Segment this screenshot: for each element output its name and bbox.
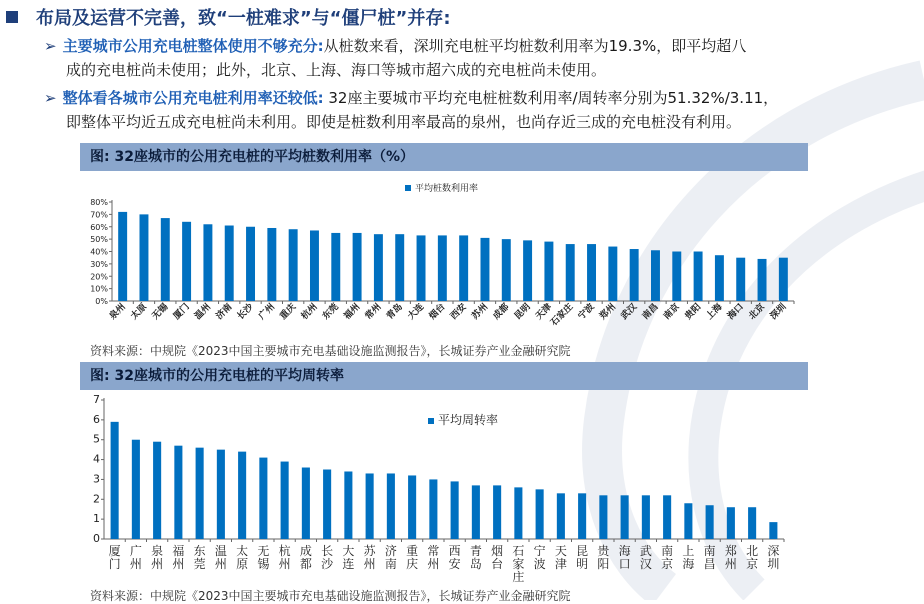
chart2-category-char: 南 xyxy=(384,557,397,571)
bullet-text: 从桩数来看，深圳充电桩平均桩数利用率为19.3%，即平均超八 xyxy=(323,37,747,55)
chart1-bar xyxy=(480,238,489,301)
chart1-bar xyxy=(523,240,532,301)
chart2-bar xyxy=(599,495,607,539)
chart2-category-char: 南 xyxy=(661,544,674,558)
chart2-bar xyxy=(111,422,119,539)
chart2-ytick-label: 0 xyxy=(93,532,100,545)
chart2-source: 资料来源：中规院《2023中国主要城市充电基础设施监测报告》，长城证券产业金融研究院 xyxy=(90,589,571,603)
chart2-category-label xyxy=(534,544,546,571)
chart1-category-label: 东莞 xyxy=(321,302,341,322)
chart2-category-char: 州 xyxy=(724,557,737,571)
chart1-category-label: 泉州 xyxy=(107,302,128,322)
chart1-category-label: 太原 xyxy=(129,302,150,322)
chart2-bar xyxy=(493,485,501,539)
chart2-bar xyxy=(132,440,140,539)
section-heading-text: 布局及运营不完善，致“一桩难求”与“僵尸桩”并存: xyxy=(36,8,451,29)
chart2-bar xyxy=(578,493,586,539)
bullet-lead: 整体看各城市公用充电桩利用率还较低: xyxy=(62,89,324,107)
chart2-category-char: 成 xyxy=(299,544,312,558)
chart1-category-label: 无锡 xyxy=(150,302,171,322)
chart1-category-label: 北京 xyxy=(747,302,768,322)
chart1-bar xyxy=(502,239,511,301)
chart1-category-label: 济南 xyxy=(214,302,235,322)
chart2-category-label xyxy=(512,544,524,584)
chart2-category-char: 石 xyxy=(512,544,525,558)
chart1-category-label: 武汉 xyxy=(619,302,640,322)
chart1-category-label: 贵阳 xyxy=(683,302,704,322)
chart1-category-label: 常州 xyxy=(363,302,384,322)
chart1-ytick-label: 80% xyxy=(90,198,108,207)
chart2-category-label xyxy=(364,544,377,571)
chart1-bar xyxy=(139,214,148,301)
chart1-source: 资料来源：中规院《2023中国主要城市充电基础设施监测报告》，长城证券产业金融研究院 xyxy=(90,344,571,358)
chart1-bar xyxy=(715,255,724,301)
bullet-continuation: 即整体平均近五成充电桩尚未利用。即使是桩数利用率最高的泉州，也尚存近三成的充电桩没有利用。 xyxy=(66,113,742,131)
chart2-category-char: 杭 xyxy=(278,544,291,558)
chart1-bar xyxy=(758,259,767,301)
chart2-category-char: 沙 xyxy=(321,557,334,571)
chart2-category-label xyxy=(640,543,652,571)
chart2-category-char: 济 xyxy=(384,544,397,558)
chart2-turnover-rate xyxy=(80,390,800,586)
chart1-category-label: 厦门 xyxy=(171,302,192,322)
chart2-bar xyxy=(196,448,204,539)
chart2-category-char: 连 xyxy=(342,557,355,571)
chart1-ytick-label: 60% xyxy=(90,222,108,232)
chart2-category-char: 深 xyxy=(767,544,780,558)
chart2-category-char: 海 xyxy=(618,544,631,558)
chart2-category-char: 青 xyxy=(469,544,482,558)
chart1-ytick-label: 20% xyxy=(90,272,108,282)
chart1-bar xyxy=(630,249,639,301)
chart2-bar xyxy=(642,495,650,539)
chart2-bar xyxy=(217,450,225,539)
chart2-bar xyxy=(663,495,671,539)
chart2-category-label xyxy=(151,544,163,571)
chart1-bar xyxy=(118,212,127,301)
chart1-bar xyxy=(353,233,362,301)
chart2-category-label xyxy=(236,543,248,571)
chart2-category-label xyxy=(257,544,269,571)
chart1-category-label: 深圳 xyxy=(768,302,789,322)
chart2-category-label xyxy=(619,544,631,571)
chart2-ytick-label: 1 xyxy=(93,512,100,526)
chart2-category-char: 重 xyxy=(406,544,419,558)
chart2-category-label xyxy=(342,543,354,571)
chart1-ytick-label: 50% xyxy=(90,235,108,245)
chart2-bar xyxy=(514,487,522,539)
chart2-bar xyxy=(387,473,395,539)
chart2-category-char: 州 xyxy=(151,557,164,571)
chart1-bar xyxy=(395,234,404,301)
chart2-category-char: 天 xyxy=(554,544,567,558)
chart1-category-label: 石家庄 xyxy=(549,302,576,329)
chart1-bar xyxy=(203,224,212,301)
chart2-category-label xyxy=(682,543,694,571)
chart1-bar xyxy=(694,252,703,302)
chart1-bar xyxy=(651,250,660,301)
chart2-category-char: 昆 xyxy=(576,544,589,558)
chart2-ytick-label: 6 xyxy=(93,412,100,426)
chart2-category-char: 口 xyxy=(618,557,631,571)
chart2-category-char: 常 xyxy=(427,544,440,558)
chart1-bar xyxy=(417,235,426,301)
chart2-category-char: 上 xyxy=(682,544,695,558)
chart2-category-label xyxy=(555,544,567,571)
chart1-bar xyxy=(161,218,170,301)
chart1-bar xyxy=(459,235,468,301)
chart2-category-label xyxy=(704,543,716,571)
chart2-bar xyxy=(472,485,480,539)
chart2-category-char: 大 xyxy=(342,544,355,558)
chart2-bar xyxy=(451,481,459,539)
chart1-legend-label: 平均桩数利用率 xyxy=(415,184,479,194)
chart2-ytick-label: 2 xyxy=(93,492,100,506)
chart1-bar xyxy=(246,227,255,301)
chart2-category-char: 台 xyxy=(491,557,504,571)
chart2-category-char: 州 xyxy=(214,557,227,571)
chart2-category-char: 长 xyxy=(321,544,334,558)
bullet-text: 32座主要城市平均充电桩桩数利用率/周转率分别为51.32%/3.11， xyxy=(323,89,779,107)
chart2-category-char: 原 xyxy=(236,557,249,571)
chart1-category-label: 宁波 xyxy=(576,302,597,322)
chart1-legend-swatch xyxy=(405,185,411,191)
chart1-category-label: 温州 xyxy=(193,302,214,322)
chart2-ytick-label: 5 xyxy=(93,432,100,446)
chart2-bar xyxy=(238,452,246,539)
chart2-category-char: 都 xyxy=(299,557,312,571)
chart2-bar xyxy=(536,489,544,539)
chart2-bar xyxy=(366,473,374,539)
chart2-ytick-label: 3 xyxy=(93,472,100,486)
chart2-category-char: 津 xyxy=(554,557,567,571)
chart2-category-char: 烟 xyxy=(491,544,504,558)
chart2-category-char: 北 xyxy=(746,544,759,558)
chart2-ytick-label: 4 xyxy=(93,452,100,466)
chart1-bar xyxy=(566,244,575,301)
chart2-category-char: 厦 xyxy=(108,544,121,558)
chart1-ytick-label: 30% xyxy=(90,259,108,269)
chart2-category-label xyxy=(449,544,461,571)
chart1-category-label: 广州 xyxy=(257,302,277,322)
chart1-category-label: 南京 xyxy=(662,302,682,322)
chart2-category-char: 昌 xyxy=(703,557,716,571)
chart2-category-char: 京 xyxy=(746,557,759,571)
chart1-category-label: 大连 xyxy=(406,302,427,322)
chart2-category-char: 阳 xyxy=(597,557,610,571)
chart2-category-char: 庆 xyxy=(406,557,419,571)
chart1-category-label: 烟台 xyxy=(427,302,448,322)
chart2-category-char: 锡 xyxy=(257,557,270,571)
chart2-bar xyxy=(621,495,629,539)
chart2-category-char: 太 xyxy=(236,544,249,558)
chart1-title: 图: 32座城市的公用充电桩的平均桩数利用率（%） xyxy=(80,143,808,171)
chart2-category-char: 家 xyxy=(512,557,525,571)
chart2-category-char: 福 xyxy=(172,544,185,558)
chart2-bar xyxy=(557,493,565,539)
chart1-category-label: 青岛 xyxy=(385,302,405,322)
chart2-category-char: 广 xyxy=(129,544,142,558)
chart2-category-char: 东 xyxy=(193,544,206,558)
chart2-category-char: 西 xyxy=(448,544,461,558)
chart2-bar xyxy=(344,471,352,539)
chart2-bar xyxy=(153,442,161,539)
chart1-bar xyxy=(779,258,788,301)
chart1-category-label: 昆明 xyxy=(512,302,533,322)
chart2-legend-label: 平均周转率 xyxy=(438,413,499,427)
bullet-point-2 xyxy=(44,86,920,134)
arrow-bullet-icon: ➢ xyxy=(44,89,57,107)
chart1-category-label: 南昌 xyxy=(640,302,661,322)
chart1-bar xyxy=(608,247,617,301)
chart1-ytick-label: 40% xyxy=(90,247,108,257)
chart1-bar xyxy=(267,228,276,301)
chart2-category-label xyxy=(767,544,779,571)
square-bullet-icon xyxy=(6,11,18,23)
chart2-category-char: 海 xyxy=(682,557,695,571)
chart2-category-label xyxy=(491,543,503,571)
chart1-bar xyxy=(182,222,191,301)
chart2-category-char: 贵 xyxy=(597,544,610,558)
chart2-category-label xyxy=(194,544,206,571)
chart2-category-label xyxy=(597,543,610,571)
chart2-category-label xyxy=(109,544,121,571)
chart1-bar xyxy=(289,229,298,301)
chart2-category-char: 南 xyxy=(703,544,716,558)
chart1-category-label: 成都 xyxy=(491,302,512,322)
chart2-bar xyxy=(684,503,692,539)
bullet-continuation: 成的充电桩尚未使用；此外，北京、上海、海口等城市超六成的充电桩尚未使用。 xyxy=(66,61,607,79)
chart2-legend-swatch xyxy=(428,418,434,424)
chart2-bar xyxy=(429,479,437,539)
chart1-category-label: 郑州 xyxy=(598,302,618,322)
chart2-category-char: 温 xyxy=(214,544,227,558)
chart2-bar xyxy=(302,468,310,539)
chart1-bar xyxy=(331,233,340,301)
chart2-category-char: 州 xyxy=(129,557,142,571)
chart1-bar xyxy=(438,235,447,301)
chart2-bar xyxy=(706,505,714,539)
chart2-category-char: 州 xyxy=(363,557,376,571)
chart2-category-label xyxy=(279,543,291,571)
chart2-bar xyxy=(174,446,182,539)
chart2-category-label xyxy=(406,543,418,571)
chart2-category-label xyxy=(321,544,334,571)
chart1-bar xyxy=(736,258,745,301)
chart2-category-char: 京 xyxy=(661,557,674,571)
chart2-category-char: 明 xyxy=(576,557,589,571)
chart2-bar xyxy=(769,522,777,539)
chart2-category-char: 庄 xyxy=(512,570,525,584)
chart2-category-label xyxy=(385,543,397,571)
chart2-category-char: 无 xyxy=(257,544,270,558)
chart2-category-label xyxy=(427,543,439,571)
chart1-bar xyxy=(310,230,319,301)
chart2-category-label xyxy=(130,543,142,571)
chart2-category-char: 郑 xyxy=(724,544,737,558)
chart1-category-label: 长沙 xyxy=(235,302,256,322)
chart2-title: 图: 32座城市的公用充电桩的平均周转率 xyxy=(80,362,808,390)
chart1-ytick-label: 70% xyxy=(90,210,108,220)
chart1-ytick-label: 0% xyxy=(95,297,108,306)
chart2-bar xyxy=(727,507,735,539)
chart2-category-char: 圳 xyxy=(767,557,780,571)
chart2-category-label xyxy=(172,544,184,571)
chart1-bar xyxy=(374,234,383,301)
chart1-utilization-rate xyxy=(80,172,808,342)
chart2-category-char: 门 xyxy=(108,557,121,571)
chart1-category-label: 福州 xyxy=(342,302,363,322)
chart2-category-char: 汉 xyxy=(639,557,652,571)
chart2-category-char: 莞 xyxy=(193,557,206,571)
chart2-category-char: 宁 xyxy=(533,544,546,558)
chart2-category-label xyxy=(746,544,758,571)
chart2-bar xyxy=(281,462,289,539)
chart2-category-char: 泉 xyxy=(151,544,164,558)
chart2-category-label xyxy=(576,544,588,571)
chart2-category-char: 安 xyxy=(448,557,461,571)
chart1-category-label: 重庆 xyxy=(278,302,299,322)
chart2-category-char: 州 xyxy=(427,557,440,571)
chart1-bar xyxy=(672,252,681,302)
chart2-category-char: 波 xyxy=(533,557,546,571)
bullet-lead: 主要城市公用充电桩整体使用不够充分: xyxy=(62,37,324,55)
chart2-category-char: 苏 xyxy=(363,544,376,558)
chart1-bar xyxy=(544,242,553,301)
chart2-category-char: 岛 xyxy=(469,557,482,571)
chart1-ytick-label: 10% xyxy=(90,284,108,294)
chart1-category-label: 海口 xyxy=(726,302,746,322)
chart1-category-label: 上海 xyxy=(704,302,725,322)
chart2-category-label xyxy=(215,544,227,571)
chart1-category-label: 西安 xyxy=(448,302,469,322)
chart2-ytick-label: 7 xyxy=(93,393,100,406)
chart1-category-label: 天津 xyxy=(534,302,555,322)
chart2-category-label xyxy=(470,543,482,571)
chart1-bar xyxy=(225,226,234,301)
chart2-bar xyxy=(408,475,416,539)
section-heading xyxy=(6,4,451,30)
bullet-point-1 xyxy=(44,34,920,82)
chart2-bar xyxy=(748,507,756,539)
chart1-bar xyxy=(587,244,596,301)
chart2-category-char: 武 xyxy=(639,544,652,558)
chart2-category-label xyxy=(661,543,673,571)
chart2-category-label xyxy=(300,543,312,571)
chart2-category-char: 州 xyxy=(278,557,291,571)
arrow-bullet-icon: ➢ xyxy=(44,37,57,55)
chart2-category-char: 州 xyxy=(172,557,185,571)
chart2-bar xyxy=(323,470,331,540)
chart2-bar xyxy=(259,458,267,539)
chart1-category-label: 苏州 xyxy=(470,302,491,322)
chart1-category-label: 杭州 xyxy=(299,302,320,322)
chart2-category-label xyxy=(725,543,737,571)
